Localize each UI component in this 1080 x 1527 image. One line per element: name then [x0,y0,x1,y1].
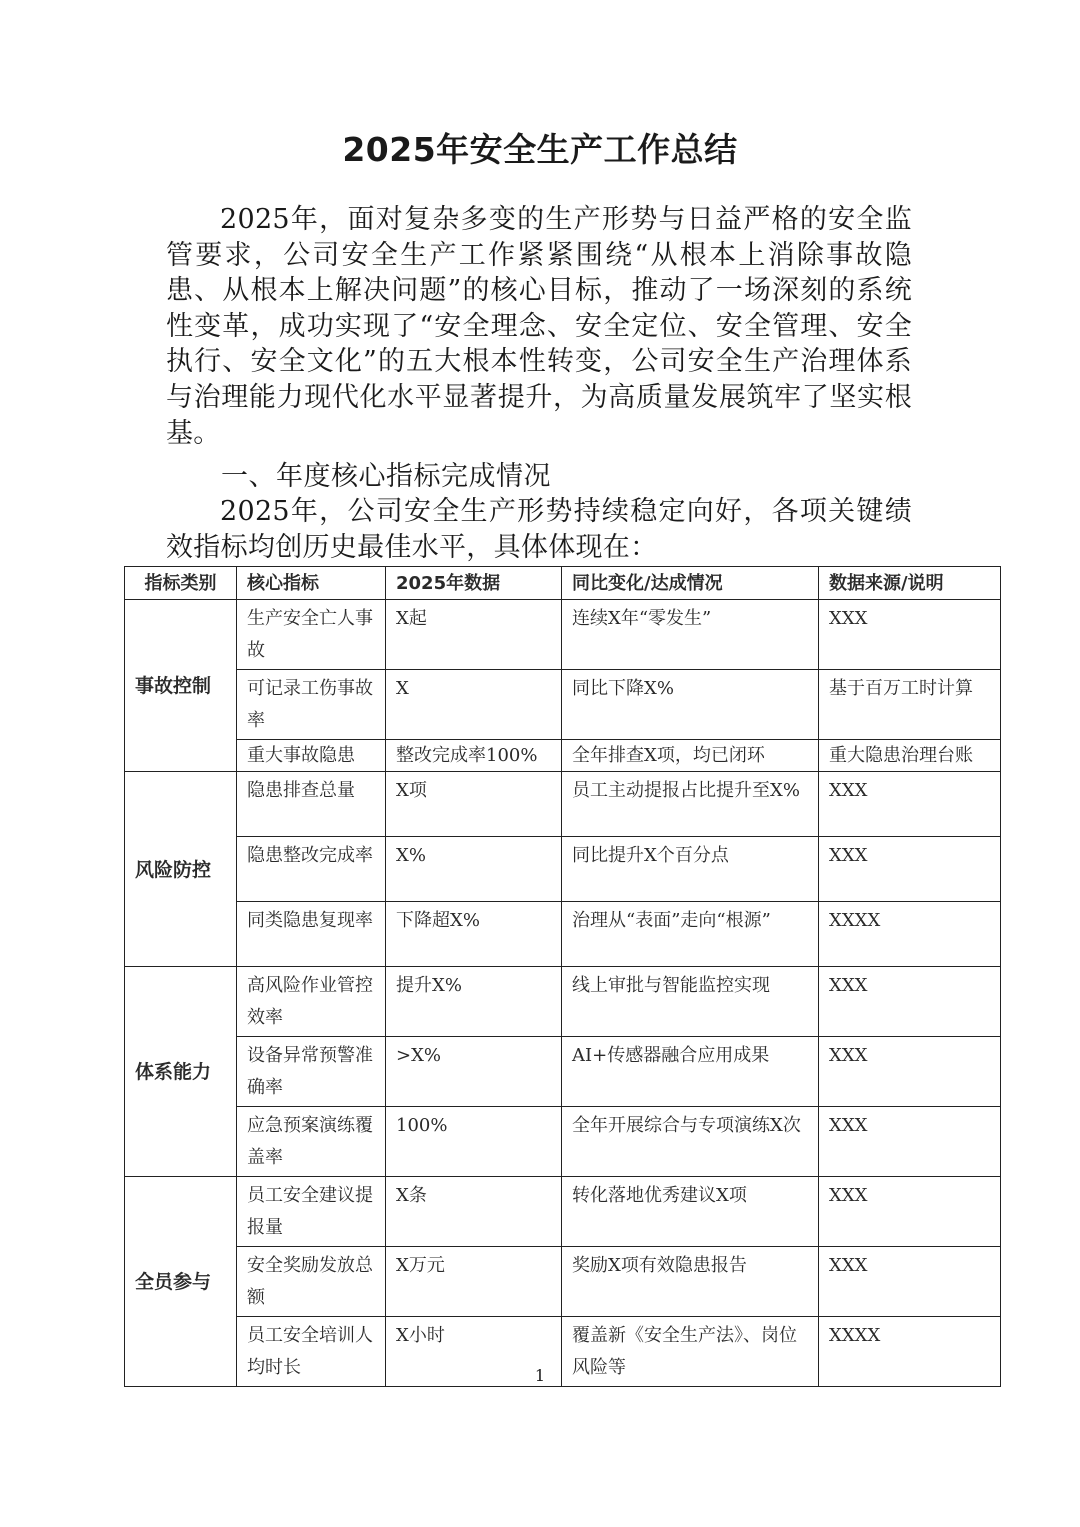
header-source: 数据来源/说明 [819,567,1001,600]
source-cell: XXX [819,1107,1001,1177]
change-cell: 全年排查X项，均已闭环 [562,740,819,772]
category-cell: 全员参与 [125,1177,237,1387]
change-cell: 同比下降X% [562,670,819,740]
table-row [125,740,1001,772]
source-cell: 基于百万工时计算 [819,670,1001,740]
indicator-cell: 隐患整改完成率 [237,837,386,902]
table-row [125,1177,1001,1247]
indicator-cell: 应急预案演练覆盖率 [237,1107,386,1177]
indicator-cell: 重大事故隐患 [237,740,386,772]
header-category: 指标类别 [125,567,237,600]
data-cell: X [386,670,562,740]
table-row [125,1107,1001,1177]
data-cell: X项 [386,772,562,837]
table-row [125,902,1001,967]
indicator-cell: 员工安全培训人均时长 [237,1317,386,1387]
source-cell: XXX [819,837,1001,902]
indicator-cell: 同类隐患复现率 [237,902,386,967]
source-cell: XXX [819,1247,1001,1317]
indicator-cell: 设备异常预警准确率 [237,1037,386,1107]
data-cell: 下降超X% [386,902,562,967]
document-title: 2025年安全生产工作总结 [342,130,738,169]
change-cell: 治理从“表面”走向“根源” [562,902,819,967]
data-cell: X条 [386,1177,562,1247]
change-cell: 转化落地优秀建议X项 [562,1177,819,1247]
change-cell: 全年开展综合与专项演练X次 [562,1107,819,1177]
data-cell: X万元 [386,1247,562,1317]
metrics-table [124,566,1001,1387]
indicator-cell: 安全奖励发放总额 [237,1247,386,1317]
table-row [125,1037,1001,1107]
page-number: 1 [534,1366,546,1385]
change-cell: 同比提升X个百分点 [562,837,819,902]
change-cell: 员工主动提报占比提升至X% [562,772,819,837]
change-cell: 奖励X项有效隐患报告 [562,1247,819,1317]
table-row [125,837,1001,902]
data-cell: X起 [386,600,562,670]
header-change: 同比变化/达成情况 [562,567,819,600]
table-row [125,670,1001,740]
indicator-cell: 员工安全建议提报量 [237,1177,386,1247]
intro-paragraph: 2025年，面对复杂多变的生产形势与日益严格的安全监管要求，公司安全生产工作紧紧围绕“从根本上消除事故隐患、从根本上解决问题”的核心目标，推动了一场深刻的系统性变革，成功实现了“安全理念、安全定位、安全管理、安全执行、安全文化”的五大根本性转变，公司安全生产治理体系与治理能力现代化水平显著提升，为高质量发展筑牢了坚实根基。 [166,204,912,449]
data-cell: 提升X% [386,967,562,1037]
table-row [125,1247,1001,1317]
table-row [125,600,1001,670]
section-heading: 一、年度核心指标完成情况 [221,461,551,492]
header-indicator: 核心指标 [237,567,386,600]
data-cell: >X% [386,1037,562,1107]
table-row [125,967,1001,1037]
data-cell: X小时 [386,1317,562,1387]
source-cell: XXX [819,1177,1001,1247]
data-cell: 整改完成率100% [386,740,562,772]
change-cell: 线上审批与智能监控实现 [562,967,819,1037]
section-paragraph: 2025年，公司安全生产形势持续稳定向好，各项关键绩效指标均创历史最佳水平，具体体现在： [166,496,912,563]
source-cell: XXX [819,772,1001,837]
indicator-cell: 生产安全亡人事故 [237,600,386,670]
source-cell: XXX [819,967,1001,1037]
category-cell: 事故控制 [125,600,237,772]
data-cell: 100% [386,1107,562,1177]
source-cell: XXX [819,1037,1001,1107]
table-header-row [125,567,1001,600]
change-cell: AI+传感器融合应用成果 [562,1037,819,1107]
change-cell: 连续X年“零发生” [562,600,819,670]
indicator-cell: 可记录工伤事故率 [237,670,386,740]
data-cell: X% [386,837,562,902]
source-cell: XXXX [819,1317,1001,1387]
indicator-cell: 高风险作业管控效率 [237,967,386,1037]
category-cell: 风险防控 [125,772,237,967]
header-data: 2025年数据 [386,567,562,600]
source-cell: XXXX [819,902,1001,967]
source-cell: XXX [819,600,1001,670]
source-cell: 重大隐患治理台账 [819,740,1001,772]
indicator-cell: 隐患排查总量 [237,772,386,837]
change-cell: 覆盖新《安全生产法》、岗位风险等 [562,1317,819,1387]
table-row [125,772,1001,837]
category-cell: 体系能力 [125,967,237,1177]
